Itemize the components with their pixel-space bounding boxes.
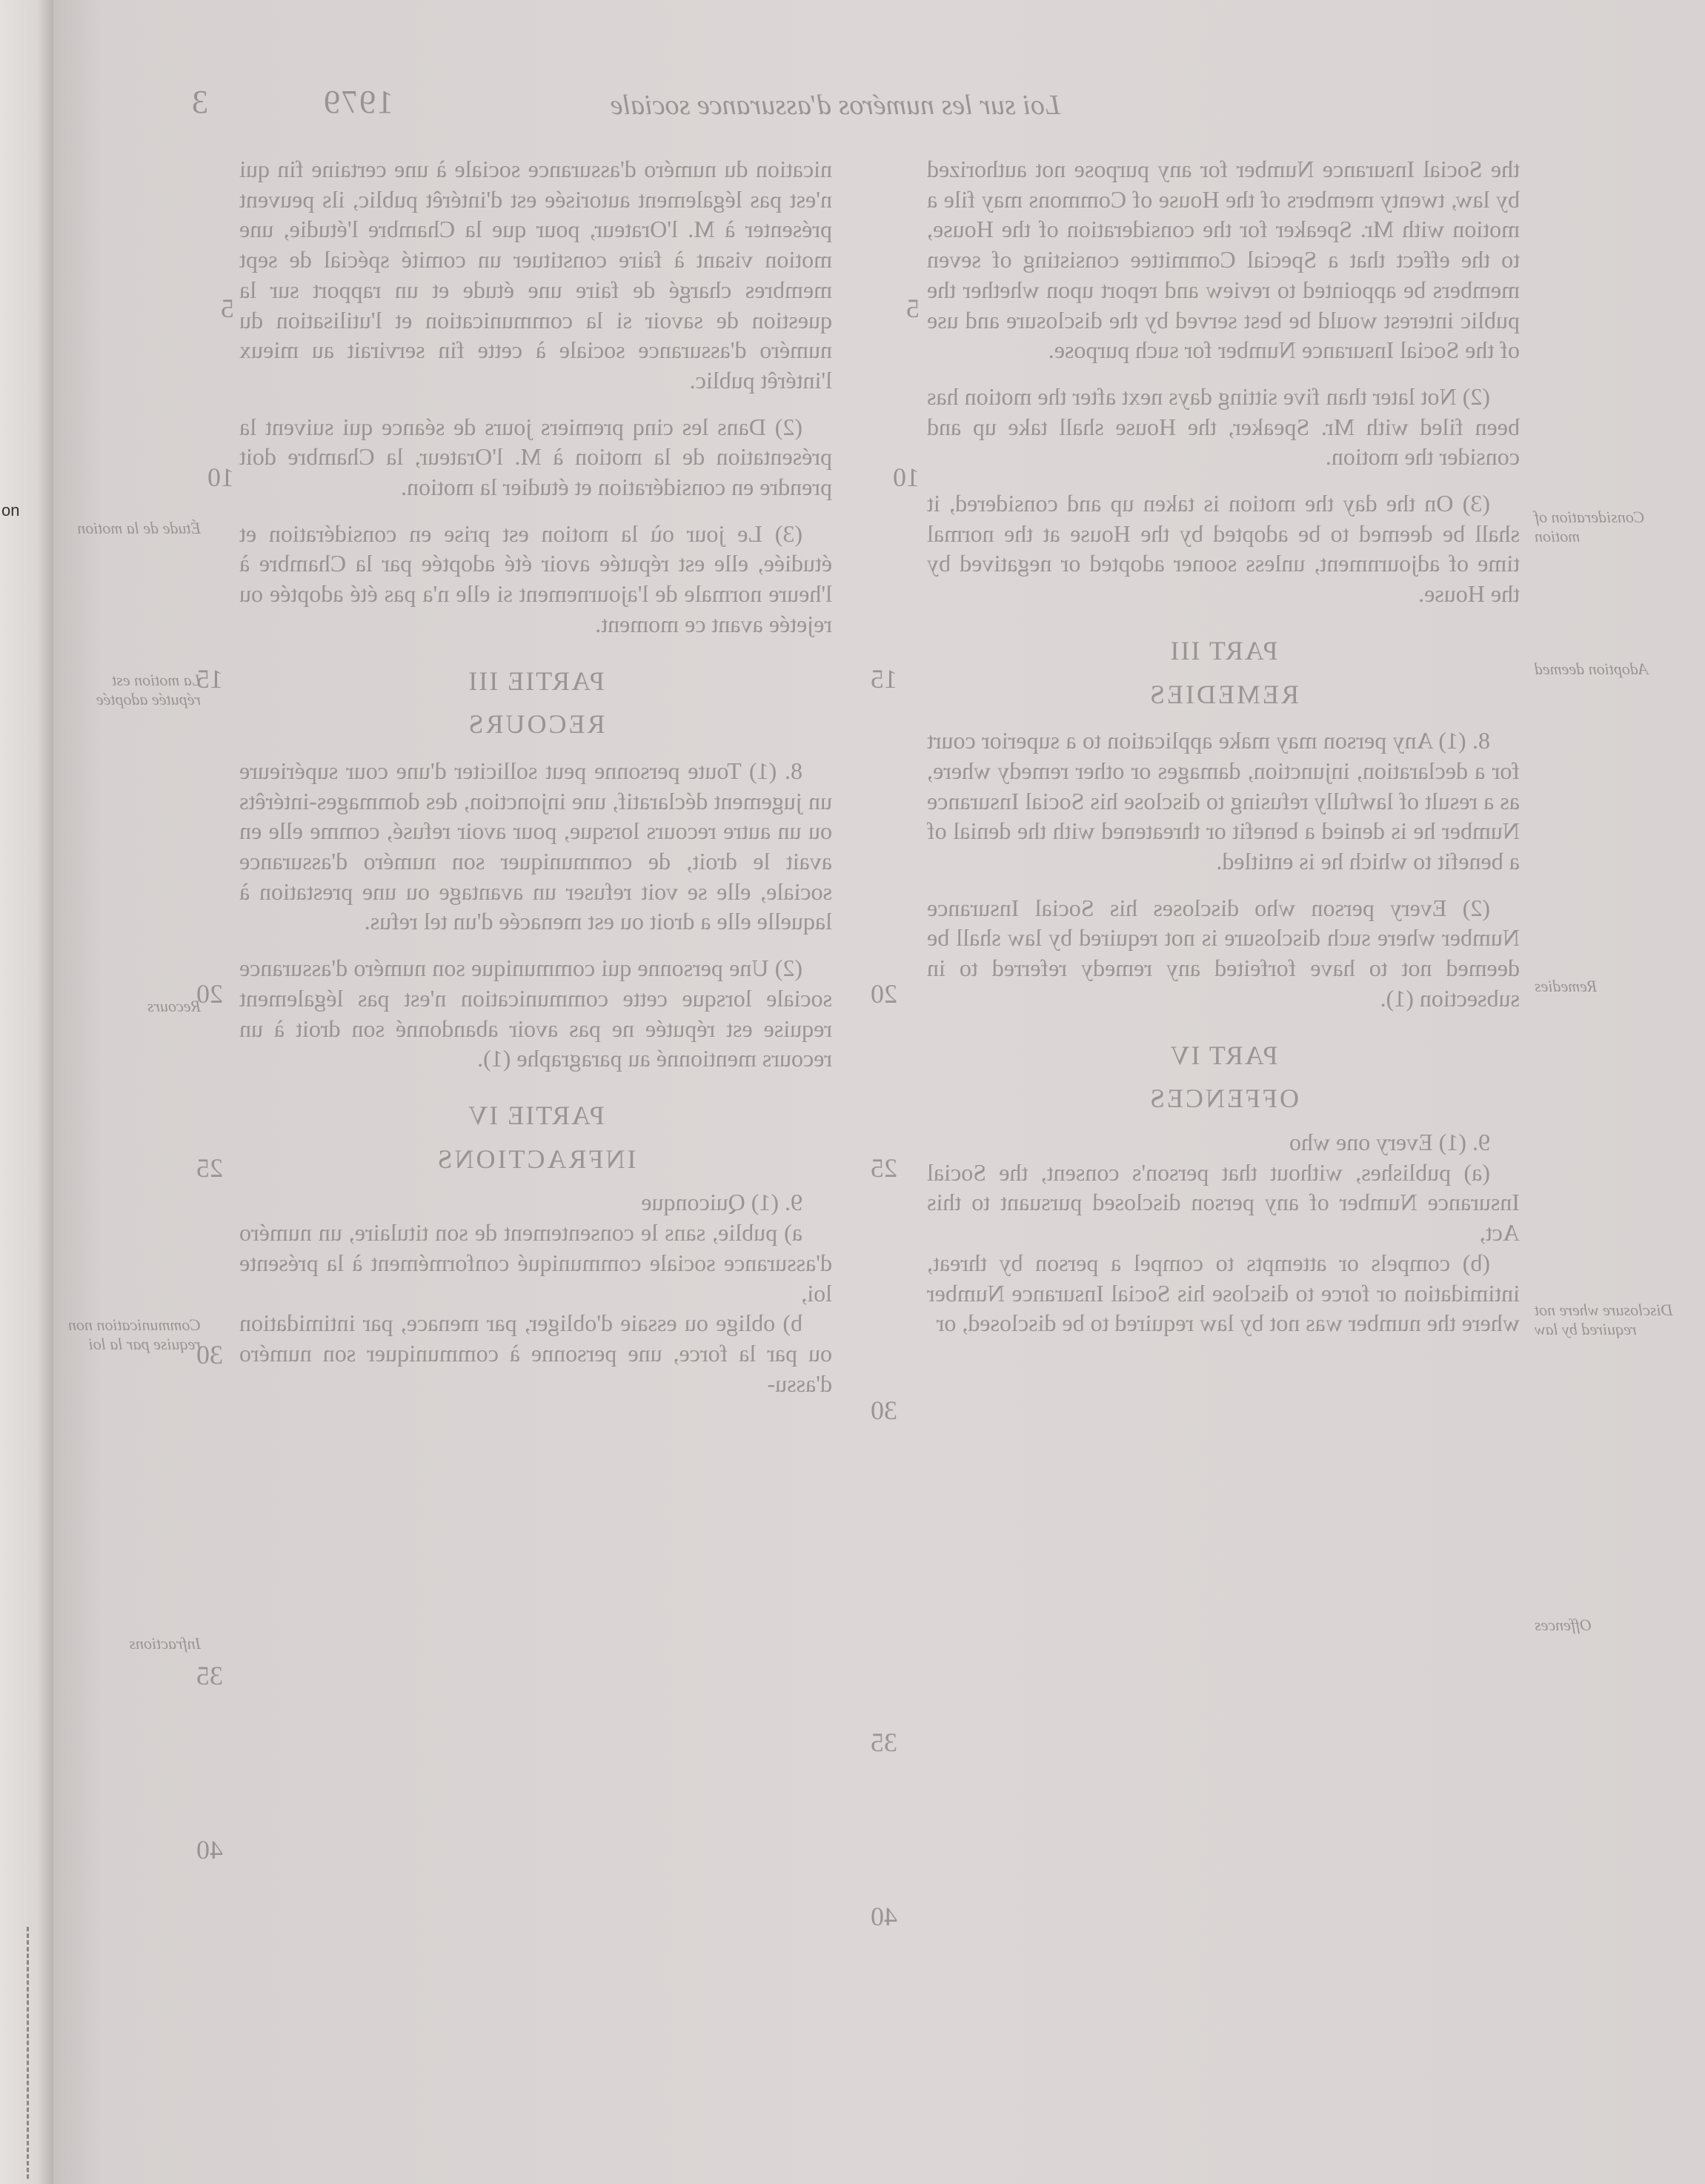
fr-sec9-a: a) publie, sans le consentement de son titulaire, un numéro d'assurance sociale communiqué conformément à la présente loi, — [239, 1219, 832, 1307]
running-head-year: 1979 — [322, 84, 393, 120]
margin-note-consideration: Consideration of motion — [1535, 508, 1645, 545]
fr-sec9-b: b) oblige ou essaie d'obliger, par menace, par intimidation ou par la force, une personne à communiquer son numéro d'assu- — [239, 1310, 832, 1397]
line-number-10-center: 10 — [893, 462, 920, 492]
fr-part4-heading: PARTIE IV — [467, 1100, 605, 1130]
margin-note-recours: Recours — [147, 997, 201, 1015]
margin-note-motion-adoptee: La motion est réputée adoptée — [96, 671, 201, 708]
fr-sec9-1: 9. (1) Quiconque — [641, 1189, 802, 1216]
margin-note-adoption: Adoption deemed — [1535, 660, 1649, 678]
en-part3-heading: PART III — [1169, 635, 1278, 666]
en-part4-heading: PART IV — [1169, 1040, 1278, 1070]
line-number-25-center: 25 — [871, 1153, 897, 1183]
en-sec9-1: 9. (1) Every one who — [1289, 1128, 1490, 1155]
margin-note-remedies: Remedies — [1535, 977, 1598, 995]
edge-text: on — [1, 501, 20, 520]
fr-para-3: (3) Le jour où la motion est prise en considération et étudiée, elle est réputée avoir été adoptée par la Chambre à l'heure normale de l'ajournement si elle n'a pas été adoptée ou rejetée avant ce moment. — [239, 520, 832, 637]
margin-note-disclosure: Disclosure where not required by law — [1535, 1301, 1673, 1338]
en-sec9-a: (a) publishes, without that person's consent, the Social Insurance Number of any person disclosed pursuant to this Act, — [927, 1158, 1520, 1247]
english-column — [927, 154, 1520, 1338]
fr-para-cont: nication du numéro d'assurance sociale à une certaine fin qui n'est pas légalement autorisée est d'intérêt public, ils peuvent présenter à M. l'Orateur, pour que la Chambre l'étudie, une motion visant à faire constituer un comité spécial de sept membres chargé de faire une étude et un rapport sur la question de savoir si la communication et l'utilisation du numéro d'assurance sociale à cette fin servirait au mieux l'intérêt public. — [239, 156, 832, 394]
margin-note-infractions: Infractions — [129, 1634, 201, 1653]
line-number-20-center: 20 — [871, 979, 897, 1009]
page-number: 3 — [192, 84, 208, 120]
margin-note-offences: Offences — [1535, 1616, 1592, 1634]
line-number-40-outer: 40 — [196, 1835, 223, 1865]
margin-note-communication: Communication non requise par la loi — [67, 1315, 201, 1353]
line-number-25-outer: 25 — [196, 1153, 223, 1183]
line-number-35-outer: 35 — [196, 1661, 223, 1690]
fr-para-2: (2) Dans les cinq premiers jours de séance qui suivent la présentation de la motion à M. l'Orateur, la Chambre doit prendre en considération et étudier la motion. — [239, 413, 832, 501]
fr-part4-title: INFRACTIONS — [435, 1144, 637, 1174]
en-sec8-1: 8. (1) Any person may make application to a superior court for a declaration, injunction, damages or other remedy where, as a result of lawfully refusing to disclose his Social Insurance Number he is denied a benefit or threatened with the denial of a benefit to which he is entitled. — [927, 727, 1520, 875]
line-number-15-center: 15 — [871, 664, 897, 694]
en-para-2: (2) Not later than five sitting days next after the motion has been filed with Mr. Speaker, the House shall take up and consider the motion. — [927, 382, 1520, 471]
running-head — [127, 83, 1579, 127]
margin-note-etude: Étude de la motion — [77, 519, 201, 537]
en-para-cont: the Social Insurance Number for any purpose not authorized by law, twenty members of the House of Commons may file a motion with Mr. Speaker for the consideration of the House, to the effect that a Special Committee consisting of seven members be appointed to review and report upon whether the public interest would be best served by the disclosure and use of the Social Insurance Number for such purpose. — [927, 156, 1520, 364]
fr-part3-heading: PARTIE III — [467, 666, 605, 696]
fr-sec8-2: (2) Une personne qui communique son numéro d'assurance sociale lorsque cette communication n'est pas légalement requise est réputée ne pas avoir abandonné son droit à un recours mentionné au paragraphe (1). — [239, 955, 832, 1072]
en-part4-title: OFFENCES — [1147, 1083, 1300, 1114]
line-number-5-center: 5 — [906, 293, 920, 323]
line-number-35-center: 35 — [871, 1727, 897, 1757]
en-para-3: (3) On the day the motion is taken up and considered, it shall be deemed to be adopted by the House at the normal time of adjournment, unless sooner adopted or negatived by the House. — [927, 490, 1520, 608]
running-head-title: Loi sur les numéros d'assurance sociale — [610, 90, 1060, 121]
fr-sec8-1: 8. (1) Toute personne peut solliciter d'une cour supérieure un jugement déclaratif, une injonction, des dommages-intérêts ou un autre recours lorsque, pour avoir refusé, comme elle en avait le droit, de communiquer son numéro d'assurance sociale, elle se voit refuser un avantage ou une prestation à laquelle elle a droit ou est menacée d'un tel refus. — [239, 757, 832, 935]
line-number-15-outer: 15 — [196, 664, 223, 694]
french-column — [239, 154, 832, 1398]
en-part3-title: REMEDIES — [1148, 679, 1299, 709]
fr-part3-title: RECOURS — [466, 709, 605, 740]
line-number-30-outer: 30 — [196, 1340, 223, 1370]
en-sec8-2: (2) Every person who discloses his Social Insurance Number where such disclosure is not required by law shall be deemed not to have forfeited any remedy referred to in subsection (1). — [927, 894, 1520, 1012]
line-number-5-outer: 5 — [221, 293, 234, 323]
line-number-30-center: 30 — [871, 1395, 897, 1425]
line-number-10-outer: 10 — [207, 462, 234, 492]
line-number-40-center: 40 — [871, 1902, 897, 1931]
line-number-20-outer: 20 — [196, 979, 223, 1009]
en-sec9-b: (b) compels or attempts to compel a person by threat, intimidation or force to disclose his Social Insurance Number where the number was not by law required to be disclosed, or — [927, 1249, 1520, 1337]
